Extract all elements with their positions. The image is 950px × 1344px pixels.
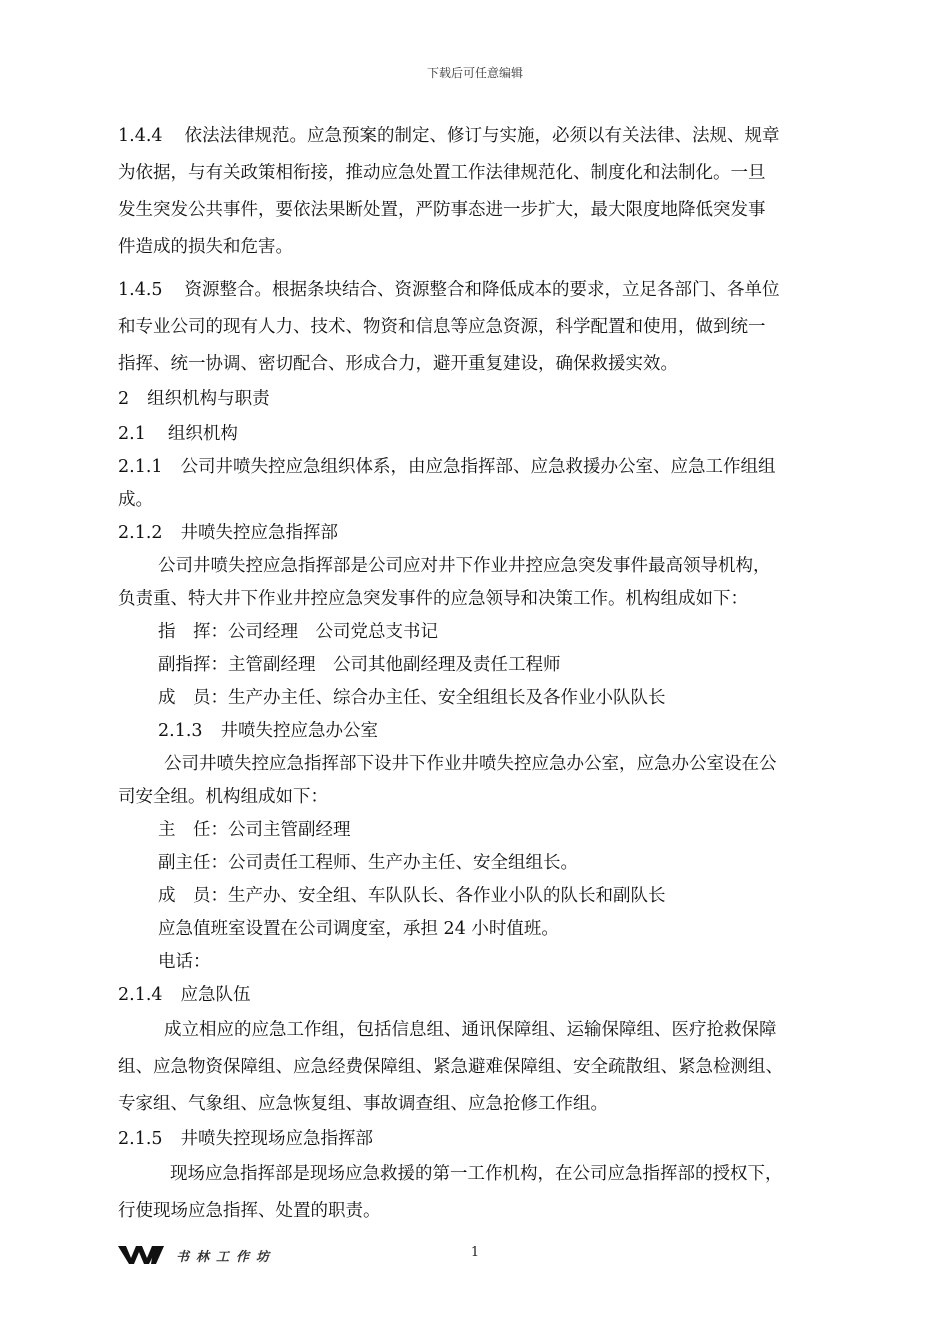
duty-line: 应急值班室设置在公司调度室，承担 24 小时值班。 xyxy=(158,919,559,939)
section-heading: 2.1.3 井喷失控应急办公室 xyxy=(158,721,379,741)
section-2-1 xyxy=(118,418,838,1012)
page-number: 1 xyxy=(470,1245,480,1260)
section-heading: 2.1.5 井喷失控现场应急指挥部 xyxy=(118,1129,374,1149)
paragraph-line: 成立相应的应急工作组，包括信息组、通讯保障组、运输保障组、医疗抢救保障 xyxy=(164,1020,777,1040)
paragraph-line: 依法法律规范。应急预案的制定、修订与实施，必须以有关法律、法规、规章 xyxy=(184,126,780,146)
section-number: 1.4.4 xyxy=(118,126,163,146)
section-number: 1.4.5 xyxy=(118,280,163,300)
section-heading: 2.1 组织机构 xyxy=(118,424,238,444)
section-1-4-5 xyxy=(118,272,838,383)
paragraph-line: 发生突发公共事件，要依法果断处置，严防事态进一步扩大，最大限度地降低突发事 xyxy=(118,200,766,220)
section-1-4-4 xyxy=(118,118,838,266)
paragraph-line: 和专业公司的现有人力、技术、物资和信息等应急资源，科学配置和使用，做到统一 xyxy=(118,317,766,337)
paragraph-line: 司安全组。机构组成如下： xyxy=(118,787,328,807)
paragraph-line: 现场应急指挥部是现场应急救援的第一工作机构，在公司应急指挥部的授权下， xyxy=(170,1164,783,1184)
paragraph-line: 行使现场应急指挥、处置的职责。 xyxy=(118,1201,381,1221)
paragraph-line: 组、应急物资保障组、应急经费保障组、紧急避难保障组、安全疏散组、紧急检测组、 xyxy=(118,1057,783,1077)
paragraph-line: 指挥、统一协调、密切配合、形成合力，避开重复建设，确保救援实效。 xyxy=(118,354,678,374)
page-header: 下载后可任意编辑 xyxy=(426,66,523,80)
section-2-1-5-body xyxy=(118,1156,838,1230)
paragraph-line: 公司井喷失控应急指挥部是公司应对井下作业井控应急突发事件最高领导机构， xyxy=(158,556,771,576)
section-2-1-5 xyxy=(118,1123,838,1156)
role-line: 成 员：生产办、安全组、车队队长、各作业小队的队长和副队长 xyxy=(158,886,666,906)
role-line: 副指挥：主管副经理 公司其他副经理及责任工程师 xyxy=(158,655,561,675)
role-line: 副主任：公司责任工程师、生产办主任、安全组组长。 xyxy=(158,853,578,873)
document-body xyxy=(118,118,838,1230)
logo-text: 书林工作坊 xyxy=(176,1249,277,1265)
role-line: 主 任：公司主管副经理 xyxy=(158,820,351,840)
section-2 xyxy=(118,383,838,416)
paragraph-line: 公司井喷失控应急指挥部下设井下作业井喷失控应急办公室，应急办公室设在公 xyxy=(164,754,777,774)
paragraph-line: 件造成的损失和危害。 xyxy=(118,237,293,257)
paragraph-line: 负责重、特大井下作业井控应急突发事件的应急领导和决策工作。机构组成如下： xyxy=(118,589,748,609)
paragraph-line: 为依据，与有关政策相衔接，推动应急处置工作法律规范化、制度化和法制化。一旦 xyxy=(118,163,766,183)
section-heading: 2.1.4 应急队伍 xyxy=(118,985,251,1005)
section-2-1-4-body xyxy=(118,1012,838,1123)
section-heading: 2 组织机构与职责 xyxy=(118,389,270,409)
section-heading: 2.1.2 井喷失控应急指挥部 xyxy=(118,523,339,543)
section-number: 2.1.1 xyxy=(118,457,163,477)
paragraph-line: 专家组、气象组、应急恢复组、事故调查组、应急抢修工作组。 xyxy=(118,1094,608,1114)
role-line: 指 挥：公司经理 公司党总支书记 xyxy=(158,622,438,642)
paragraph-line: 公司井喷失控应急组织体系，由应急指挥部、应急救援办公室、应急工作组组 xyxy=(180,457,776,477)
role-line: 成 员：生产办主任、综合办主任、安全组组长及各作业小队队长 xyxy=(158,688,666,708)
paragraph-line: 资源整合。根据条块结合、资源整合和降低成本的要求，立足各部门、各单位 xyxy=(184,280,780,300)
phone-line: 电话： xyxy=(158,952,211,972)
paragraph-line: 成。 xyxy=(118,490,153,510)
